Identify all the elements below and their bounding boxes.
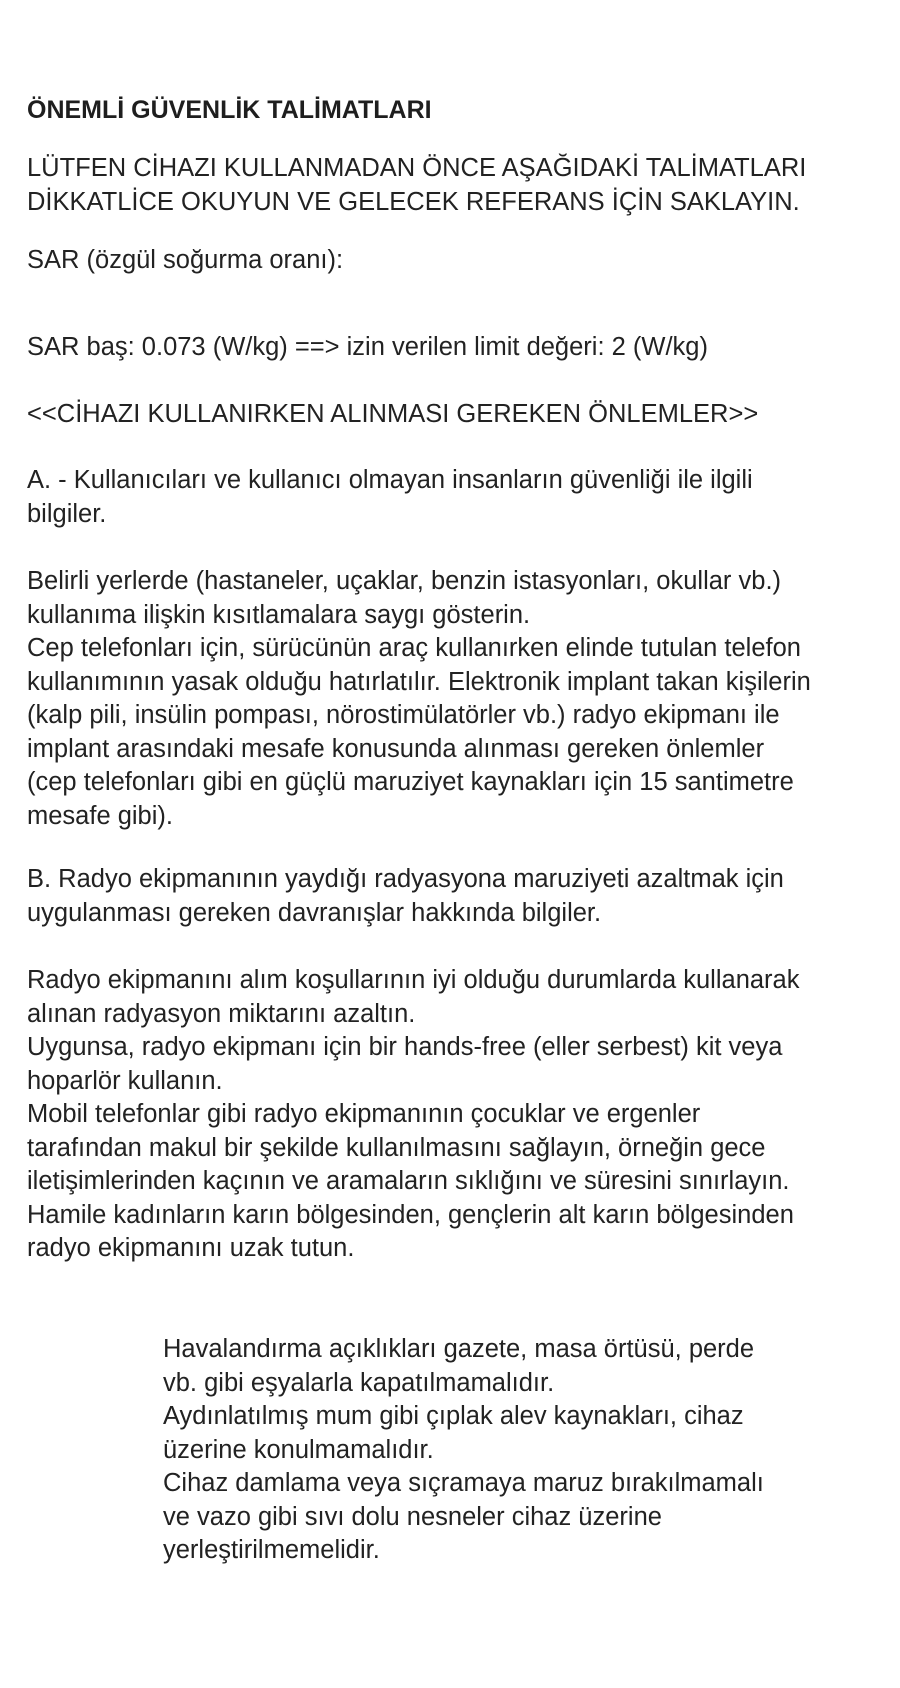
precautions-heading (27, 398, 895, 432)
section-b-heading (27, 863, 895, 930)
section-b-body-line: hoparlör kullanın. (27, 1066, 223, 1095)
sar-value-text: SAR baş: 0.073 (W/kg) ==> izin verilen limit değeri: 2 (W/kg) (27, 333, 708, 361)
section-b-heading-line: B. Radyo ekipmanının yaydığı radyasyona maruziyeti azaltmak için (27, 865, 784, 893)
indented-note-line: Havalandırma açıklıkları gazete, masa örtüsü, perde (163, 1335, 755, 1363)
section-b-body-line: Radyo ekipmanını alım koşullarının iyi olduğu durumlarda kullanarak (27, 966, 800, 994)
indented-notes (163, 1333, 883, 1568)
section-b-body-line: tarafından makul bir şekilde kullanılmasını sağlayın, örneğin gece (27, 1133, 766, 1162)
section-b-body-line: radyo ekipmanını uzak tutun. (27, 1234, 355, 1262)
section-a-body-line: implant arasındaki mesafe konusunda alınması gereken önlemler (27, 734, 765, 763)
section-a-body-line: Belirli yerlerde (hastaneler, uçaklar, benzin istasyonları, okullar vb.) (27, 567, 782, 595)
section-b-body (27, 964, 895, 1266)
section-a-body-line: mesafe gibi). (27, 801, 173, 830)
indented-note-line: Cihaz damlama veya sıçramaya maruz bırakılmamalı (163, 1469, 764, 1497)
section-b-body-line: Mobil telefonlar gibi radyo ekipmanının çocuklar ve ergenler (27, 1100, 701, 1128)
indented-note-line: vb. gibi eşyalarla kapatılmamalıdır. (163, 1368, 555, 1397)
indented-note-line: üzerine konulmamalıdır. (163, 1435, 434, 1464)
section-a-body (27, 565, 895, 833)
intro-line: DİKKATLİCE OKUYUN VE GELECEK REFERANS İÇİN SAKLAYIN. (27, 187, 800, 216)
section-b-body-line: alınan radyasyon miktarını azaltın. (27, 999, 416, 1028)
section-a-heading-line: A. - Kullanıcıları ve kullanıcı olmayan insanların güvenliği ile ilgili (27, 466, 753, 494)
section-a-heading-line: bilgiler. (27, 499, 107, 528)
indented-note-line: ve vazo gibi sıvı dolu nesneler cihaz üzerine (163, 1502, 662, 1531)
document-title (27, 94, 895, 128)
section-a-heading (27, 464, 895, 531)
precautions-heading-text: <<CİHAZI KULLANIRKEN ALINMASI GEREKEN ÖNLEMLER>> (27, 400, 759, 428)
section-b-heading-line: uygulanması gereken davranışlar hakkında bilgiler. (27, 898, 602, 927)
indented-note-line: yerleştirilmemelidir. (163, 1536, 380, 1564)
sar-value (27, 331, 895, 365)
sar-heading (27, 244, 895, 278)
section-a-body-line: kullanımının yasak olduğu hatırlatılır. Elektronik implant takan kişilerin (27, 667, 811, 696)
section-a-body-line: (cep telefonları gibi en güçlü maruziyet kaynakları için 15 santimetre (27, 768, 794, 796)
indented-note-line: Aydınlatılmış mum gibi çıplak alev kaynakları, cihaz (163, 1402, 744, 1430)
title-text: ÖNEMLİ GÜVENLİK TALİMATLARI (27, 96, 432, 124)
section-b-body-line: Uygunsa, radyo ekipmanı için bir hands-free (eller serbest) kit veya (27, 1033, 783, 1061)
section-b-body-line: iletişimlerinden kaçının ve aramaların sıklığını ve süresini sınırlayın. (27, 1167, 790, 1195)
section-a-body-line: (kalp pili, insülin pompası, nörostimülatörler vb.) radyo ekipmanı ile (27, 701, 780, 729)
sar-heading-text: SAR (özgül soğurma oranı): (27, 246, 344, 274)
section-a-body-line: kullanıma ilişkin kısıtlamalara saygı gösterin. (27, 600, 531, 629)
section-a-body-line: Cep telefonları için, sürücünün araç kullanırken elinde tutulan telefon (27, 634, 801, 662)
intro-paragraph (27, 152, 895, 219)
intro-line: LÜTFEN CİHAZI KULLANMADAN ÖNCE AŞAĞIDAKİ TALİMATLARI (27, 154, 807, 182)
section-b-body-line: Hamile kadınların karın bölgesinden, gençlerin alt karın bölgesinden (27, 1200, 794, 1229)
